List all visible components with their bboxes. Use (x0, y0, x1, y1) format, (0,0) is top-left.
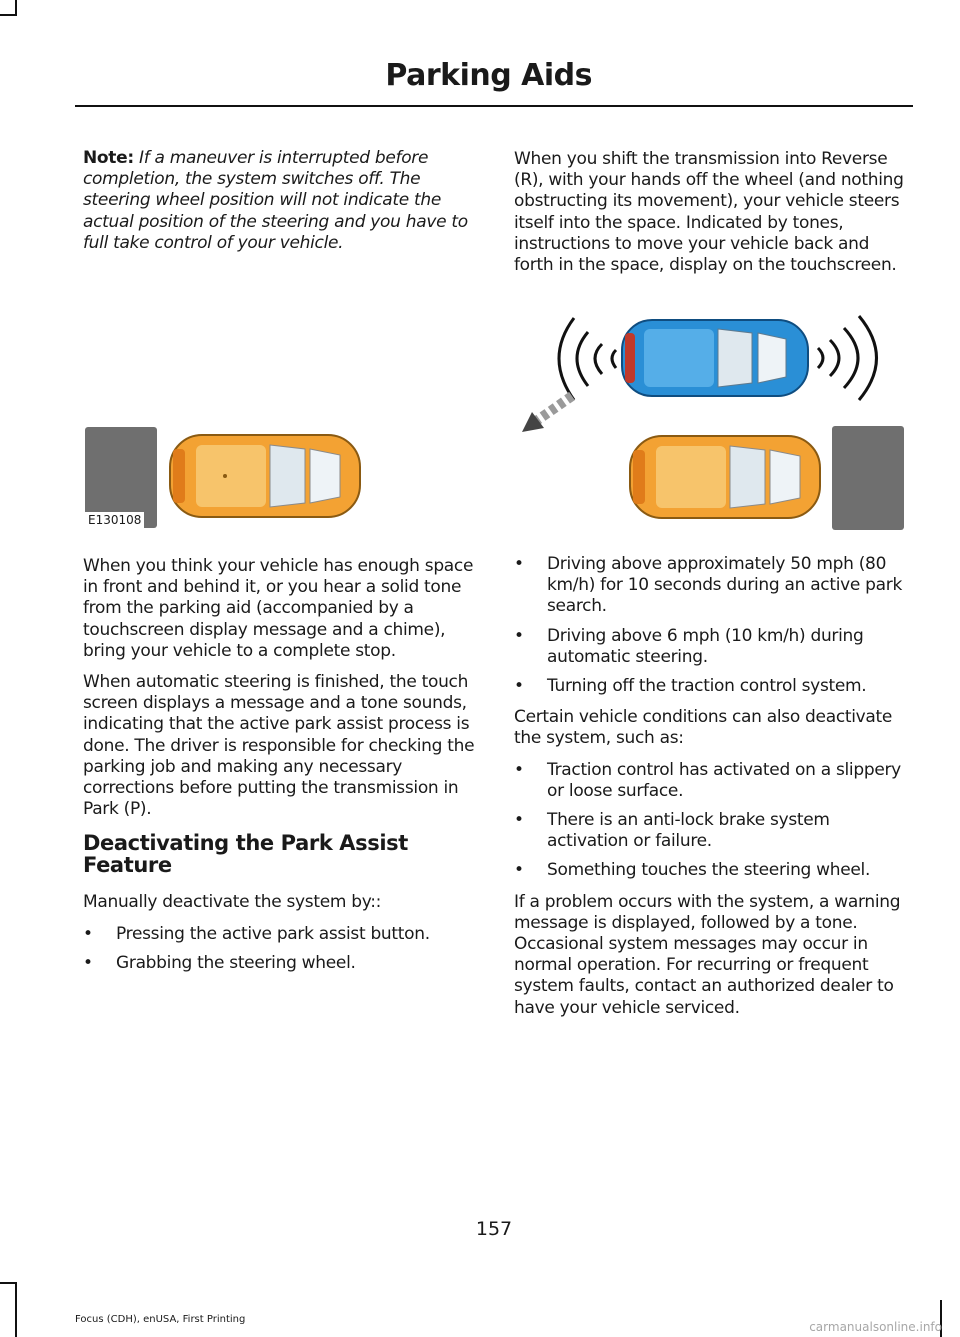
car-reversing-illustration (514, 312, 904, 530)
crop-mark (15, 0, 17, 14)
bullet: • (514, 625, 524, 646)
crop-mark (0, 1282, 17, 1284)
page-number: 157 (475, 1218, 513, 1240)
watermark: carmanualsonline.info (809, 1320, 942, 1334)
paragraph: When you shift the transmission into Reverse (R), with your hands off the wheel (and nothing obstructing its movement), your vehicle steers itself into the space. Indicated by tones, instructions to move your vehicle back and forth in the space, display on the touchscreen. (514, 149, 904, 276)
bullet: • (514, 810, 524, 831)
orange-car-icon (170, 435, 360, 517)
list-item (83, 953, 479, 974)
bullet: • (514, 759, 524, 780)
crop-mark (0, 14, 17, 16)
list-item (514, 626, 912, 668)
list-item-text: Driving above approximately 50 mph (80 km/h) for 10 seconds during an active park search. (547, 554, 903, 617)
page-title: Parking Aids (385, 58, 592, 93)
bullet-list (514, 760, 912, 882)
reverse-arrow-icon (522, 396, 572, 432)
list-item (514, 676, 912, 697)
header-divider (75, 105, 913, 107)
right-column-bottom (514, 554, 912, 1029)
paragraph: Certain vehicle conditions can also deactivate the system, such as: (514, 707, 893, 749)
paragraph: If a problem occurs with the system, a warning message is displayed, followed by a tone. Occasional system messages may occur in normal operation. For recurring or frequent system faults, contact an authorized dealer to have your vehicle serviced. (514, 891, 901, 1018)
curb-block (832, 426, 904, 530)
list-item (83, 924, 479, 945)
paragraph: When automatic steering is finished, the touch screen displays a message and a tone sounds, indicating that the active park assist process is done. The driver is responsible for checking the parking job and making any necessary corrections before putting the transmission in Park (P). (83, 672, 475, 820)
note-label: Note: (83, 148, 134, 168)
bullet: • (514, 676, 524, 697)
blue-car-icon (622, 320, 808, 396)
list-item-text: Driving above 6 mph (10 km/h) during automatic steering. (547, 625, 864, 667)
orange-car-icon (630, 436, 820, 518)
list-item-text: Turning off the traction control system. (547, 676, 867, 697)
list-item (514, 554, 912, 618)
bullet: • (83, 952, 93, 973)
parking-figure-right (514, 312, 904, 530)
list-item-text: Traction control has activated on a slippery or loose surface. (547, 759, 901, 801)
bullet: • (514, 554, 524, 574)
list-item (514, 760, 912, 802)
paragraph: Manually deactivate the system by:: (83, 892, 382, 913)
list-item-text: There is an anti-lock brake system activation or failure. (547, 810, 830, 852)
bullet: • (83, 923, 93, 944)
bullet: • (514, 860, 524, 881)
note-text: If a maneuver is interrupted before completion, the system switches off. The steering wheel position will not indicate the actual position of the steering and you have to full take control of your vehicle. (83, 148, 468, 253)
parking-figure-left (85, 425, 478, 528)
list-item-text: Something touches the steering wheel. (547, 860, 871, 881)
section-heading: Deactivating the Park Assist Feature (83, 831, 408, 878)
sensor-waves-right-icon (818, 316, 877, 400)
crop-mark (15, 1282, 17, 1337)
list-item-text: Grabbing the steering wheel. (116, 952, 356, 973)
note (83, 148, 479, 254)
figure-label: E130108 (85, 512, 144, 528)
list-item (514, 860, 912, 881)
list-item-text: Pressing the active park assist button. (116, 923, 430, 944)
right-column-top (514, 149, 912, 286)
footer-text: Focus (CDH), enUSA, First Printing (75, 1314, 246, 1325)
bullet-list (83, 924, 479, 974)
left-column-top (83, 148, 479, 264)
sensor-waves-left-icon (559, 318, 616, 400)
bullet-list (514, 554, 912, 697)
left-column-bottom (83, 556, 479, 984)
paragraph: When you think your vehicle has enough space in front and behind it, or you hear a solid tone from the parking aid (accompanied by a touchscreen display message and a chime), bring your vehicle to a complete stop. (83, 556, 474, 661)
list-item (514, 810, 912, 852)
